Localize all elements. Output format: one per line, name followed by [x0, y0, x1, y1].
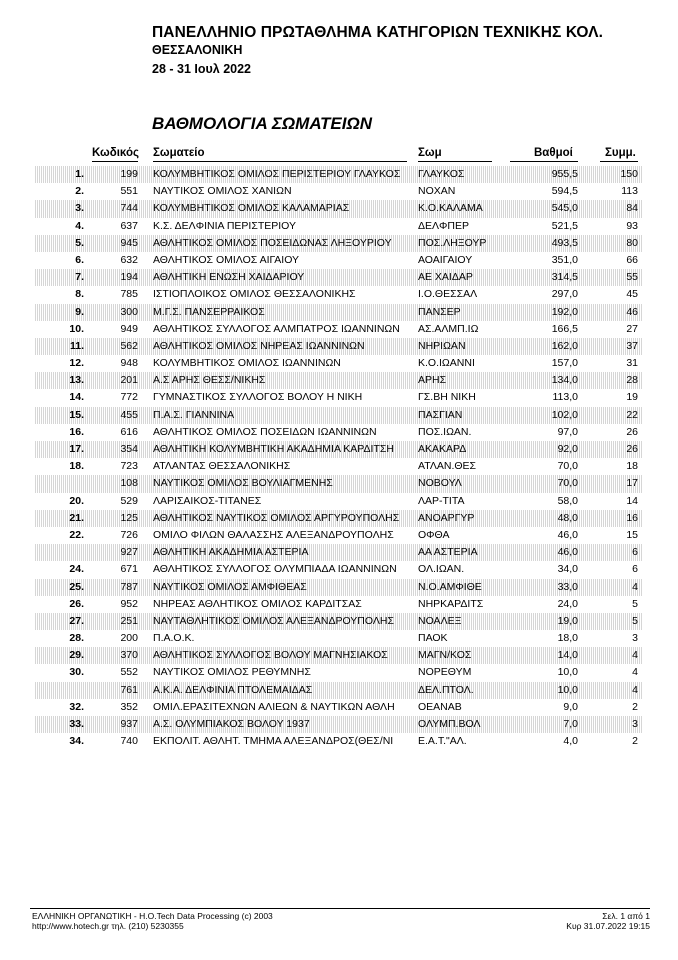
row-code: 562 [120, 339, 138, 352]
row-points: 10,0 [557, 666, 578, 679]
footer-company: ΕΛΛΗΝΙΚΗ ΟΡΓΑΝΩΤΙΚΗ - H.O.Tech Data Processing (c) 2003 [32, 911, 273, 921]
row-points: 594,5 [551, 185, 578, 198]
row-points: 46,0 [557, 546, 578, 559]
row-rank: 27. [69, 614, 84, 627]
row-club-abbr: Ν.Ο.ΑΜΦΙΘΕ [418, 580, 482, 593]
row-club-abbr: ΛΑΡ-ΤΙΤΑ [418, 494, 465, 507]
row-club-abbr: ΓΛΑΥΚΟΣ [418, 168, 465, 180]
table-row [0, 596, 678, 613]
row-club-name: ΚΟΛΥΜΒΗΤΙΚΟΣ ΟΜΙΛΟΣ ΙΩΑΝΝΙΝΩΝ [153, 357, 341, 370]
row-code: 300 [120, 305, 138, 318]
row-code: 671 [120, 563, 138, 576]
row-code: 945 [120, 236, 138, 249]
footer-contact: http://www.hotech.gr τηλ. (210) 5230355 [32, 921, 184, 931]
row-rank: 15. [69, 408, 84, 421]
row-club-abbr: ΝΗΡΙΩΑΝ [418, 339, 466, 352]
table-row [0, 235, 678, 252]
row-club-abbr: ΠΑΝΣΕΡ [418, 305, 461, 318]
row-points: 7,0 [563, 718, 578, 730]
table-row [0, 630, 678, 647]
column-header-code: Κωδικός [92, 147, 139, 159]
row-club-abbr: ΑΟΑΙΓΑΙΟΥ [418, 253, 473, 266]
row-club-abbr: ΝΟΡΕΘΥΜ [418, 666, 472, 679]
row-club-name: ΓΥΜΝΑΣΤΙΚΟΣ ΣΥΛΛΟΓΟΣ ΒΟΛΟΥ Η ΝΙΚΗ [153, 391, 363, 404]
standings-table [0, 166, 678, 750]
row-code: 927 [120, 546, 138, 559]
row-rank: 29. [69, 649, 84, 662]
row-club-name: Α.Σ. ΟΛΥΜΠΙΑΚΟΣ ΒΟΛΟΥ 1937 [153, 718, 310, 730]
table-row [0, 716, 678, 733]
row-rank: 6. [75, 253, 84, 266]
row-club-name: Α.Κ.Α. ΔΕΛΦΙΝΙΑ ΠΤΟΛΕΜΑΙΔΑΣ [153, 683, 313, 696]
row-points: 297,0 [551, 288, 578, 301]
row-club-name: ΝΑΥΤΑΘΛΗΤΙΚΟΣ ΟΜΙΛΟΣ ΑΛΕΞΑΝΔΡΟΥΠΟΛΗΣ [153, 614, 394, 627]
row-club-abbr: ΟΛ.ΙΩΑΝ. [418, 563, 465, 576]
row-rank: 26. [69, 597, 84, 610]
row-points: 493,5 [551, 236, 578, 249]
column-underline-code [92, 161, 138, 162]
table-row [0, 407, 678, 424]
row-participants: 55 [626, 271, 638, 284]
row-club-abbr: ΔΕΛ.ΠΤΟΛ. [418, 683, 474, 696]
row-participants: 3 [632, 718, 638, 730]
row-participants: 80 [626, 236, 638, 249]
row-points: 34,0 [557, 563, 578, 576]
column-underline-participants [600, 161, 638, 162]
row-code: 726 [120, 528, 138, 541]
row-club-abbr: ΝΟΧΑΝ [418, 185, 456, 198]
row-points: 9,0 [563, 700, 578, 713]
row-club-abbr: ΠΑΟΚ [418, 632, 448, 645]
row-participants: 26 [626, 443, 638, 455]
row-points: 157,0 [551, 357, 578, 370]
row-rank: 13. [69, 374, 84, 387]
row-club-name: Κ.Σ. ΔΕΛΦΙΝΙΑ ΠΕΡΙΣΤΕΡΙΟΥ [153, 219, 297, 232]
row-rank: 4. [75, 219, 84, 232]
row-rank: 8. [75, 288, 84, 301]
table-row [0, 252, 678, 269]
row-code: 785 [120, 288, 138, 301]
row-club-name: ΟΜΙΛ.ΕΡΑΣΙΤΕΧΝΩΝ ΑΛΙΕΩΝ & ΝΑΥΤΙΚΩΝ ΑΘΛΗ [153, 700, 395, 713]
row-participants: 15 [626, 528, 638, 541]
row-code: 937 [120, 718, 138, 730]
row-points: 545,0 [551, 202, 578, 215]
row-points: 24,0 [557, 597, 578, 610]
row-club-name: Π.Α.Σ. ΓΙΑΝΝΙΝΑ [153, 408, 235, 421]
row-participants: 4 [632, 649, 638, 662]
row-code: 354 [120, 443, 138, 455]
row-code: 199 [120, 168, 138, 180]
column-underline-abbr [418, 161, 492, 162]
row-code: 370 [120, 649, 138, 662]
row-code: 632 [120, 253, 138, 266]
row-points: 166,5 [551, 322, 578, 335]
championship-dates: 28 - 31 Ιουλ 2022 [152, 62, 252, 76]
championship-title: ΠΑΝΕΛΛΗΝΙΟ ΠΡΩΤΑΘΛΗΜΑ ΚΑΤΗΓΟΡΙΩΝ ΤΕΧΝΙΚΗΣ ΚΟΛ. [152, 24, 604, 41]
table-row [0, 355, 678, 372]
row-code: 761 [120, 683, 138, 696]
row-code: 787 [120, 580, 138, 593]
row-club-name: ΝΗΡΕΑΣ ΑΘΛΗΤΙΚΟΣ ΟΜΙΛΟΣ ΚΑΡΔΙΤΣΑΣ [153, 597, 362, 610]
row-club-abbr: ΑΚΑΚΑΡΔ [418, 443, 467, 455]
row-points: 314,5 [551, 271, 578, 284]
row-club-name: ΑΘΛΗΤΙΚΟΣ ΣΥΛΛΟΓΟΣ ΒΟΛΟΥ ΜΑΓΝΗΣΙΑΚΟΣ [153, 649, 388, 662]
table-row [0, 733, 678, 750]
table-row [0, 304, 678, 321]
row-rank: 21. [69, 511, 84, 524]
row-code: 125 [120, 511, 138, 524]
row-points: 14,0 [557, 649, 578, 662]
row-code: 948 [120, 357, 138, 370]
row-club-abbr: ΝΗΡΚΑΡΔΙΤΣ [418, 597, 484, 610]
table-row [0, 441, 678, 458]
row-participants: 4 [632, 580, 638, 593]
row-club-abbr: ΑΑ ΑΣΤΕΡΙΑ [418, 546, 478, 559]
column-header-participants: Συμμ. [605, 147, 636, 159]
row-participants: 19 [626, 391, 638, 404]
table-row [0, 475, 678, 492]
row-club-abbr: ΑΣ.ΑΛΜΠ.ΙΩ [418, 322, 479, 335]
row-points: 33,0 [557, 580, 578, 593]
row-club-name: Α.Σ ΑΡΗΣ ΘΕΣΣ/ΝΙΚΗΣ [153, 374, 266, 387]
row-club-abbr: ΟΛΥΜΠ.ΒΟΛ [418, 718, 481, 730]
row-code: 552 [120, 666, 138, 679]
row-participants: 5 [632, 614, 638, 627]
row-code: 529 [120, 494, 138, 507]
table-row [0, 647, 678, 664]
row-club-abbr: ΝΟΒΟΥΛ [418, 477, 462, 490]
row-rank: 5. [75, 236, 84, 249]
row-club-name: ΑΘΛΗΤΙΚΟΣ ΟΜΙΛΟΣ ΑΙΓΑΙΟΥ [153, 253, 300, 266]
row-club-name: ΑΘΛΗΤΙΚΟΣ ΝΑΥΤΙΚΟΣ ΟΜΙΛΟΣ ΑΡΓΥΡΟΥΠΟΛΗΣ [153, 511, 400, 524]
row-points: 70,0 [557, 477, 578, 490]
row-rank: 18. [69, 460, 84, 473]
row-club-name: ΑΘΛΗΤΙΚΟΣ ΟΜΙΛΟΣ ΝΗΡΕΑΣ ΙΩΑΝΝΙΝΩΝ [153, 339, 365, 352]
row-club-abbr: ΑΕ ΧΑΙΔΑΡ [418, 271, 473, 284]
row-points: 4,0 [563, 735, 578, 748]
row-club-name: ΑΘΛΗΤΙΚΟΣ ΟΜΙΛΟΣ ΠΟΣΕΙΔΩΝΑΣ ΛΗΞΟΥΡΙΟΥ [153, 236, 392, 249]
footer-divider [30, 908, 650, 909]
table-row [0, 166, 678, 183]
row-club-name: ΑΘΛΗΤΙΚΗ ΕΝΩΣΗ ΧΑΙΔΑΡΙΟΥ [153, 271, 305, 284]
table-row [0, 613, 678, 630]
row-club-abbr: Ε.Α.Τ."ΑΛ. [418, 735, 467, 748]
row-points: 70,0 [557, 460, 578, 473]
row-participants: 27 [626, 322, 638, 335]
row-code: 251 [120, 614, 138, 627]
column-header-club: Σωματείο [153, 147, 205, 159]
row-club-name: ΝΑΥΤΙΚΟΣ ΟΜΙΛΟΣ ΡΕΘΥΜΝΗΣ [153, 666, 311, 679]
row-club-name: ΑΘΛΗΤΙΚΟΣ ΣΥΛΛΟΓΟΣ ΑΛΜΠΑΤΡΟΣ ΙΩΑΝΝΙΝΩΝ [153, 322, 400, 335]
row-code: 201 [120, 374, 138, 387]
row-code: 108 [120, 477, 138, 490]
row-participants: 66 [626, 253, 638, 266]
row-club-abbr: ΠΟΣ.ΙΩΑΝ. [418, 425, 472, 438]
row-club-name: Μ.Γ.Σ. ΠΑΝΣΕΡΡΑΙΚΟΣ [153, 305, 265, 318]
row-rank: 22. [69, 528, 84, 541]
table-row [0, 183, 678, 200]
row-code: 772 [120, 391, 138, 404]
row-rank: 20. [69, 494, 84, 507]
table-row [0, 389, 678, 406]
row-club-abbr: ΟΕΑΝΑΒ [418, 700, 462, 713]
row-participants: 3 [632, 632, 638, 645]
row-club-abbr: ΑΡΗΣ [418, 374, 447, 387]
row-rank: 3. [75, 202, 84, 215]
row-rank: 7. [75, 271, 84, 284]
footer-timestamp: Κυρ 31.07.2022 19:15 [566, 921, 650, 931]
table-row [0, 218, 678, 235]
row-club-name: ΙΣΤΙΟΠΛΟΙΚΟΣ ΟΜΙΛΟΣ ΘΕΣΣΑΛΟΝΙΚΗΣ [153, 288, 356, 301]
row-participants: 84 [626, 202, 638, 215]
row-points: 97,0 [557, 425, 578, 438]
row-participants: 150 [620, 168, 638, 180]
table-row [0, 493, 678, 510]
row-rank: 34. [69, 735, 84, 748]
row-club-abbr: ΑΝΟΑΡΓΥΡ [418, 511, 475, 524]
table-row [0, 338, 678, 355]
row-club-abbr: ΝΟΑΛΕΞ [418, 614, 462, 627]
row-participants: 113 [621, 185, 638, 198]
row-participants: 28 [626, 374, 638, 387]
row-club-name: Π.Α.Ο.Κ. [153, 632, 195, 645]
row-code: 637 [120, 219, 138, 232]
footer-page-number: Σελ. 1 από 1 [602, 911, 650, 921]
row-points: 351,0 [551, 253, 578, 266]
row-points: 955,5 [551, 168, 578, 180]
row-club-abbr: Κ.Ο.ΙΩΑΝΝΙ [418, 357, 475, 370]
row-points: 46,0 [557, 528, 578, 541]
row-points: 48,0 [557, 511, 578, 524]
column-underline-points [510, 161, 578, 162]
column-header-abbr: Σωμ [418, 147, 442, 159]
row-code: 723 [120, 460, 138, 473]
row-club-abbr: ΠΟΣ.ΛΗΞΟΥΡ [418, 236, 487, 249]
row-points: 18,0 [557, 632, 578, 645]
table-row [0, 579, 678, 596]
row-points: 134,0 [551, 374, 578, 387]
table-row [0, 664, 678, 681]
row-rank: 2. [75, 185, 84, 198]
row-participants: 4 [632, 683, 638, 696]
row-club-name: ΑΘΛΗΤΙΚΗ ΚΟΛΥΜΒΗΤΙΚΗ ΑΚΑΔΗΜΙΑ ΚΑΡΔΙΤΣΗ [153, 443, 394, 455]
column-header-points: Βαθμοί [534, 147, 573, 159]
row-points: 58,0 [557, 494, 578, 507]
row-participants: 5 [632, 597, 638, 610]
row-participants: 18 [626, 460, 638, 473]
section-title: ΒΑΘΜΟΛΟΓΙΑ ΣΩΜΑΤΕΙΩΝ [152, 114, 373, 133]
row-code: 744 [120, 202, 138, 215]
table-row [0, 458, 678, 475]
table-row [0, 561, 678, 578]
row-participants: 26 [626, 425, 638, 438]
row-rank: 24. [69, 563, 84, 576]
table-row [0, 544, 678, 561]
row-points: 192,0 [551, 305, 578, 318]
row-club-abbr: ΠΑΣΓΙΑΝ [418, 408, 463, 421]
row-participants: 37 [626, 339, 638, 352]
row-club-abbr: ΑΤΛΑΝ.ΘΕΣ [418, 460, 477, 473]
row-code: 200 [120, 632, 138, 645]
row-code: 616 [120, 425, 138, 438]
table-row [0, 510, 678, 527]
row-club-name: ΟΜΙΛΟ ΦΙΛΩΝ ΘΑΛΑΣΣΗΣ ΑΛΕΞΑΝΔΡΟΥΠΟΛΗΣ [153, 528, 394, 541]
row-code: 952 [120, 597, 138, 610]
row-code: 949 [120, 322, 138, 335]
row-club-abbr: Ι.Ο.ΘΕΣΣΑΛ [418, 288, 478, 301]
row-participants: 4 [632, 666, 638, 679]
row-club-abbr: ΟΦΘΑ [418, 528, 450, 541]
row-code: 194 [120, 271, 138, 284]
column-underline-club [153, 161, 407, 162]
row-code: 455 [120, 408, 138, 421]
row-code: 551 [120, 185, 138, 198]
row-participants: 93 [626, 219, 638, 232]
table-row [0, 682, 678, 699]
row-code: 352 [120, 700, 138, 713]
row-rank: 11. [69, 339, 84, 352]
row-participants: 22 [626, 408, 638, 421]
row-rank: 28. [69, 632, 84, 645]
row-points: 162,0 [551, 339, 578, 352]
row-rank: 16. [69, 425, 84, 438]
row-code: 740 [120, 735, 138, 748]
row-rank: 9. [75, 305, 84, 318]
row-participants: 17 [626, 477, 638, 490]
championship-city: ΘΕΣΣΑΛΟΝΙΚΗ [152, 43, 243, 57]
row-club-abbr: ΔΕΛΦΠΕΡ [418, 219, 469, 232]
row-club-name: ΛΑΡΙΣΑΙΚΟΣ-ΤΙΤΑΝΕΣ [153, 494, 262, 507]
row-club-name: ΚΟΛΥΜΒΗΤΙΚΟΣ ΟΜΙΛΟΣ ΠΕΡΙΣΤΕΡΙΟΥ ΓΛΑΥΚΟΣ [153, 168, 401, 180]
table-row [0, 286, 678, 303]
row-participants: 6 [632, 546, 638, 559]
row-club-name: ΝΑΥΤΙΚΟΣ ΟΜΙΛΟΣ ΧΑΝΙΩΝ [153, 185, 292, 198]
table-row [0, 269, 678, 286]
row-participants: 45 [626, 288, 638, 301]
row-participants: 2 [632, 735, 638, 748]
row-rank: 33. [69, 718, 84, 730]
row-rank: 10. [69, 322, 84, 335]
row-points: 19,0 [557, 614, 578, 627]
row-club-name: ΝΑΥΤΙΚΟΣ ΟΜΙΛΟΣ ΒΟΥΛΙΑΓΜΕΝΗΣ [153, 477, 333, 490]
table-row [0, 200, 678, 217]
row-points: 113,0 [552, 391, 578, 404]
table-row [0, 527, 678, 544]
row-points: 92,0 [557, 443, 578, 455]
table-row [0, 699, 678, 716]
row-points: 10,0 [557, 683, 578, 696]
table-row [0, 321, 678, 338]
row-points: 521,5 [551, 219, 578, 232]
row-club-name: ΚΟΛΥΜΒΗΤΙΚΟΣ ΟΜΙΛΟΣ ΚΑΛΑΜΑΡΙΑΣ [153, 202, 350, 215]
row-participants: 31 [626, 357, 638, 370]
row-participants: 14 [626, 494, 638, 507]
row-club-name: ΝΑΥΤΙΚΟΣ ΟΜΙΛΟΣ ΑΜΦΙΘΕΑΣ [153, 580, 307, 593]
row-rank: 17. [69, 443, 84, 455]
row-rank: 12. [69, 357, 84, 370]
row-rank: 25. [69, 580, 84, 593]
row-rank: 1. [75, 168, 84, 180]
row-participants: 46 [626, 305, 638, 318]
row-participants: 16 [626, 511, 638, 524]
row-club-name: ΑΤΛΑΝΤΑΣ ΘΕΣΣΑΛΟΝΙΚΗΣ [153, 460, 291, 473]
row-club-name: ΑΘΛΗΤΙΚΟΣ ΟΜΙΛΟΣ ΠΟΣΕΙΔΩΝ ΙΩΑΝΝΙΝΩΝ [153, 425, 377, 438]
row-rank: 14. [69, 391, 84, 404]
row-club-abbr: ΜΑΓΝ/ΚΟΣ [418, 649, 472, 662]
row-rank: 32. [69, 700, 84, 713]
row-participants: 6 [632, 563, 638, 576]
row-club-name: ΕΚΠΟΛΙΤ. ΑΘΛΗΤ. ΤΜΗΜΑ ΑΛΕΞΑΝΔΡΟΣ(ΘΕΣ/ΝΙ [153, 735, 394, 748]
row-participants: 2 [632, 700, 638, 713]
row-points: 102,0 [551, 408, 578, 421]
table-row [0, 372, 678, 389]
table-row [0, 424, 678, 441]
row-club-name: ΑΘΛΗΤΙΚΟΣ ΣΥΛΛΟΓΟΣ ΟΛΥΜΠΙΑΔΑ ΙΩΑΝΝΙΝΩΝ [153, 563, 397, 576]
row-club-abbr: Κ.Ο.ΚΑΛΑΜΑ [418, 202, 483, 215]
row-rank: 30. [69, 666, 84, 679]
row-club-abbr: ΓΣ.ΒΗ ΝΙΚΗ [418, 391, 476, 404]
row-club-name: ΑΘΛΗΤΙΚΗ ΑΚΑΔΗΜΙΑ ΑΣΤΕΡΙΑ [153, 546, 309, 559]
